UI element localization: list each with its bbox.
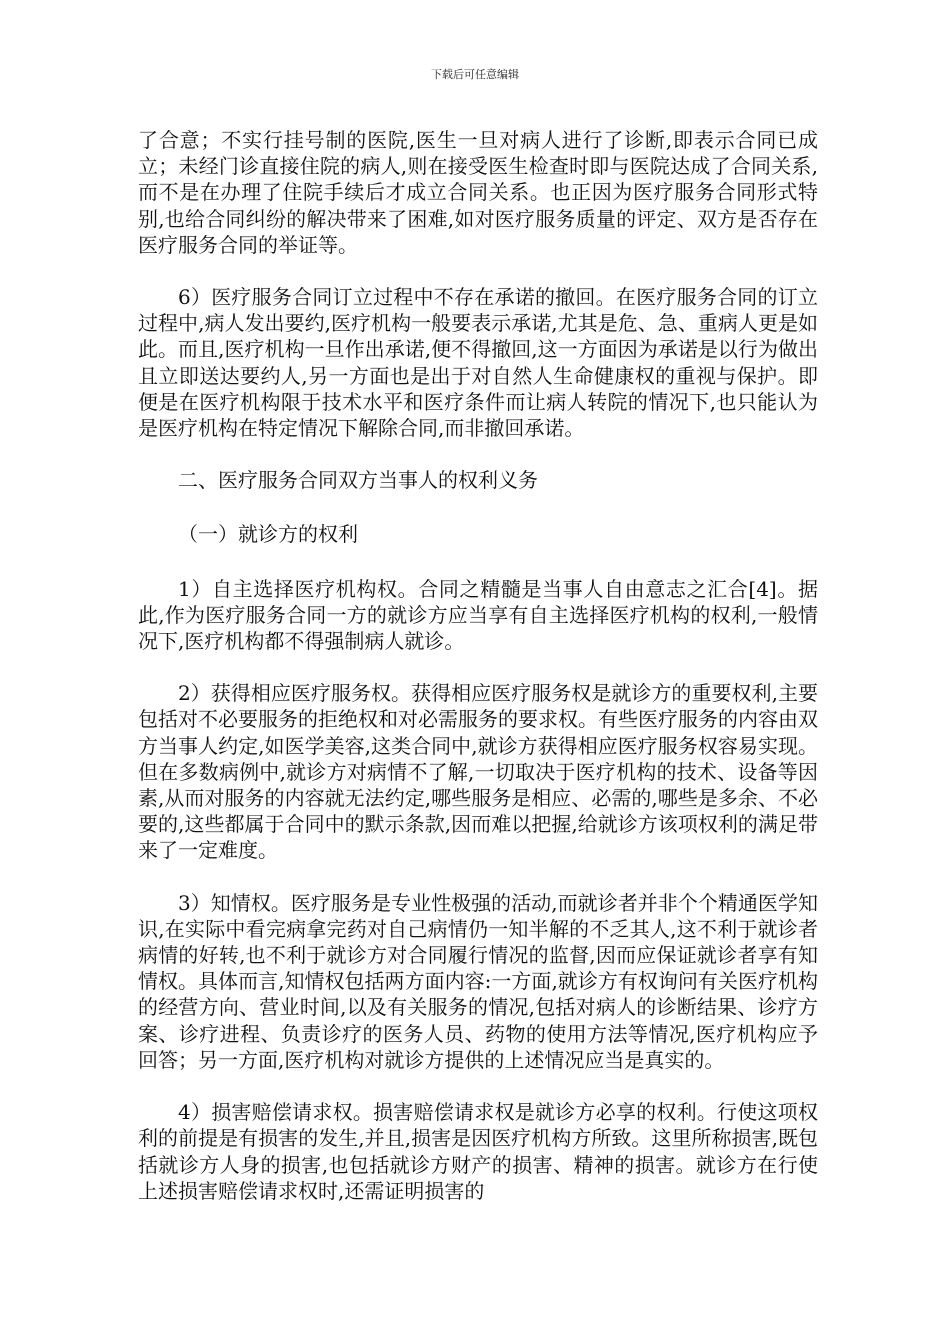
paragraph-right-4: 4）损害赔偿请求权。损害赔偿请求权是就诊方必享的权利。行使这项权利的前提是有损害的发生,并且,损害是因医疗机构方所致。这里所称损害,既包括就诊方人身的损害,也包括就诊方财产的损害、精神的损害。就诊方在行使上述损害赔偿请求权时,还需证明损害的 (138, 1100, 818, 1203)
subsection-heading: （一）就诊方的权利 (178, 522, 358, 547)
paragraph-right-3: 3）知情权。医疗服务是专业性极强的活动,而就诊者并非个个精通医学知识,在实际中看完病拿完药对自己病情仍一知半解的不乏其人,这不利于就诊者病情的好转,也不利于就诊方对合同履行情况的监督,因而应保证就诊者享有知情权。具体而言,知情权包括两方面内容:一方面,就诊方有权询问有关医疗机构的经营方向、营业时间,以及有关服务的情况,包括对病人的诊断结果、诊疗方案、诊疗进程、负责诊疗的医务人员、药物的使用方法等情况,医疗机构应予回答；另一方面,医疗机构对就诊方提供的上述情况应当是真实的。 (138, 890, 818, 1072)
document-body (138, 127, 818, 1230)
paragraph-right-1: 1）自主选择医疗机构权。合同之精髓是当事人自由意志之汇合[4]。据此,作为医疗服务合同一方的就诊方应当享有自主选择医疗机构的权利,一般情况下,医疗机构都不得强制病人就诊。 (138, 576, 818, 654)
paragraph-right-2: 2）获得相应医疗服务权。获得相应医疗服务权是就诊方的重要权利,主要包括对不必要服务的拒绝权和对必需服务的要求权。有些医疗服务的内容由双方当事人约定,如医学美容,这类合同中,就诊方获得相应医疗服务权容易实现。但在多数病例中,就诊方对病情不了解,一切取决于医疗机构的技术、设备等因素,从而对服务的内容就无法约定,哪些服务是相应、必需的,哪些是多余、不必要的,这些都属于合同中的默示条款,因而难以把握,给就诊方该项权利的满足带来了一定难度。 (138, 681, 818, 863)
section-heading: 二、医疗服务合同双方当事人的权利义务 (178, 468, 538, 493)
paragraph-continuation: 了合意；不实行挂号制的医院,医生一旦对病人进行了诊断,即表示合同已成立；未经门诊直接住院的病人,则在接受医生检查时即与医院达成了合同关系,而不是在办理了住院手续后才成立合同关系。也正因为医疗服务合同形式特别,也给合同纠纷的解决带来了困难,如对医疗服务质量的评定、双方是否存在医疗服务合同的举证等。 (138, 128, 818, 257)
page-header: 下载后可任意编辑 (431, 68, 519, 81)
paragraph-item-6: 6）医疗服务合同订立过程中不存在承诺的撤回。在医疗服务合同的订立过程中,病人发出要约,医疗机构一般要表示承诺,尤其是危、急、重病人更是如此。而且,医疗机构一旦作出承诺,便不得撤回,这一方面因为承诺是以行为做出且立即送达要约人,另一方面也是出于对自然人生命健康权的重视与保护。即便是在医疗机构限于技术水平和医疗条件而让病人转院的情况下,也只能认为是医疗机构在特定情况下解除合同,而非撤回承诺。 (138, 285, 818, 441)
